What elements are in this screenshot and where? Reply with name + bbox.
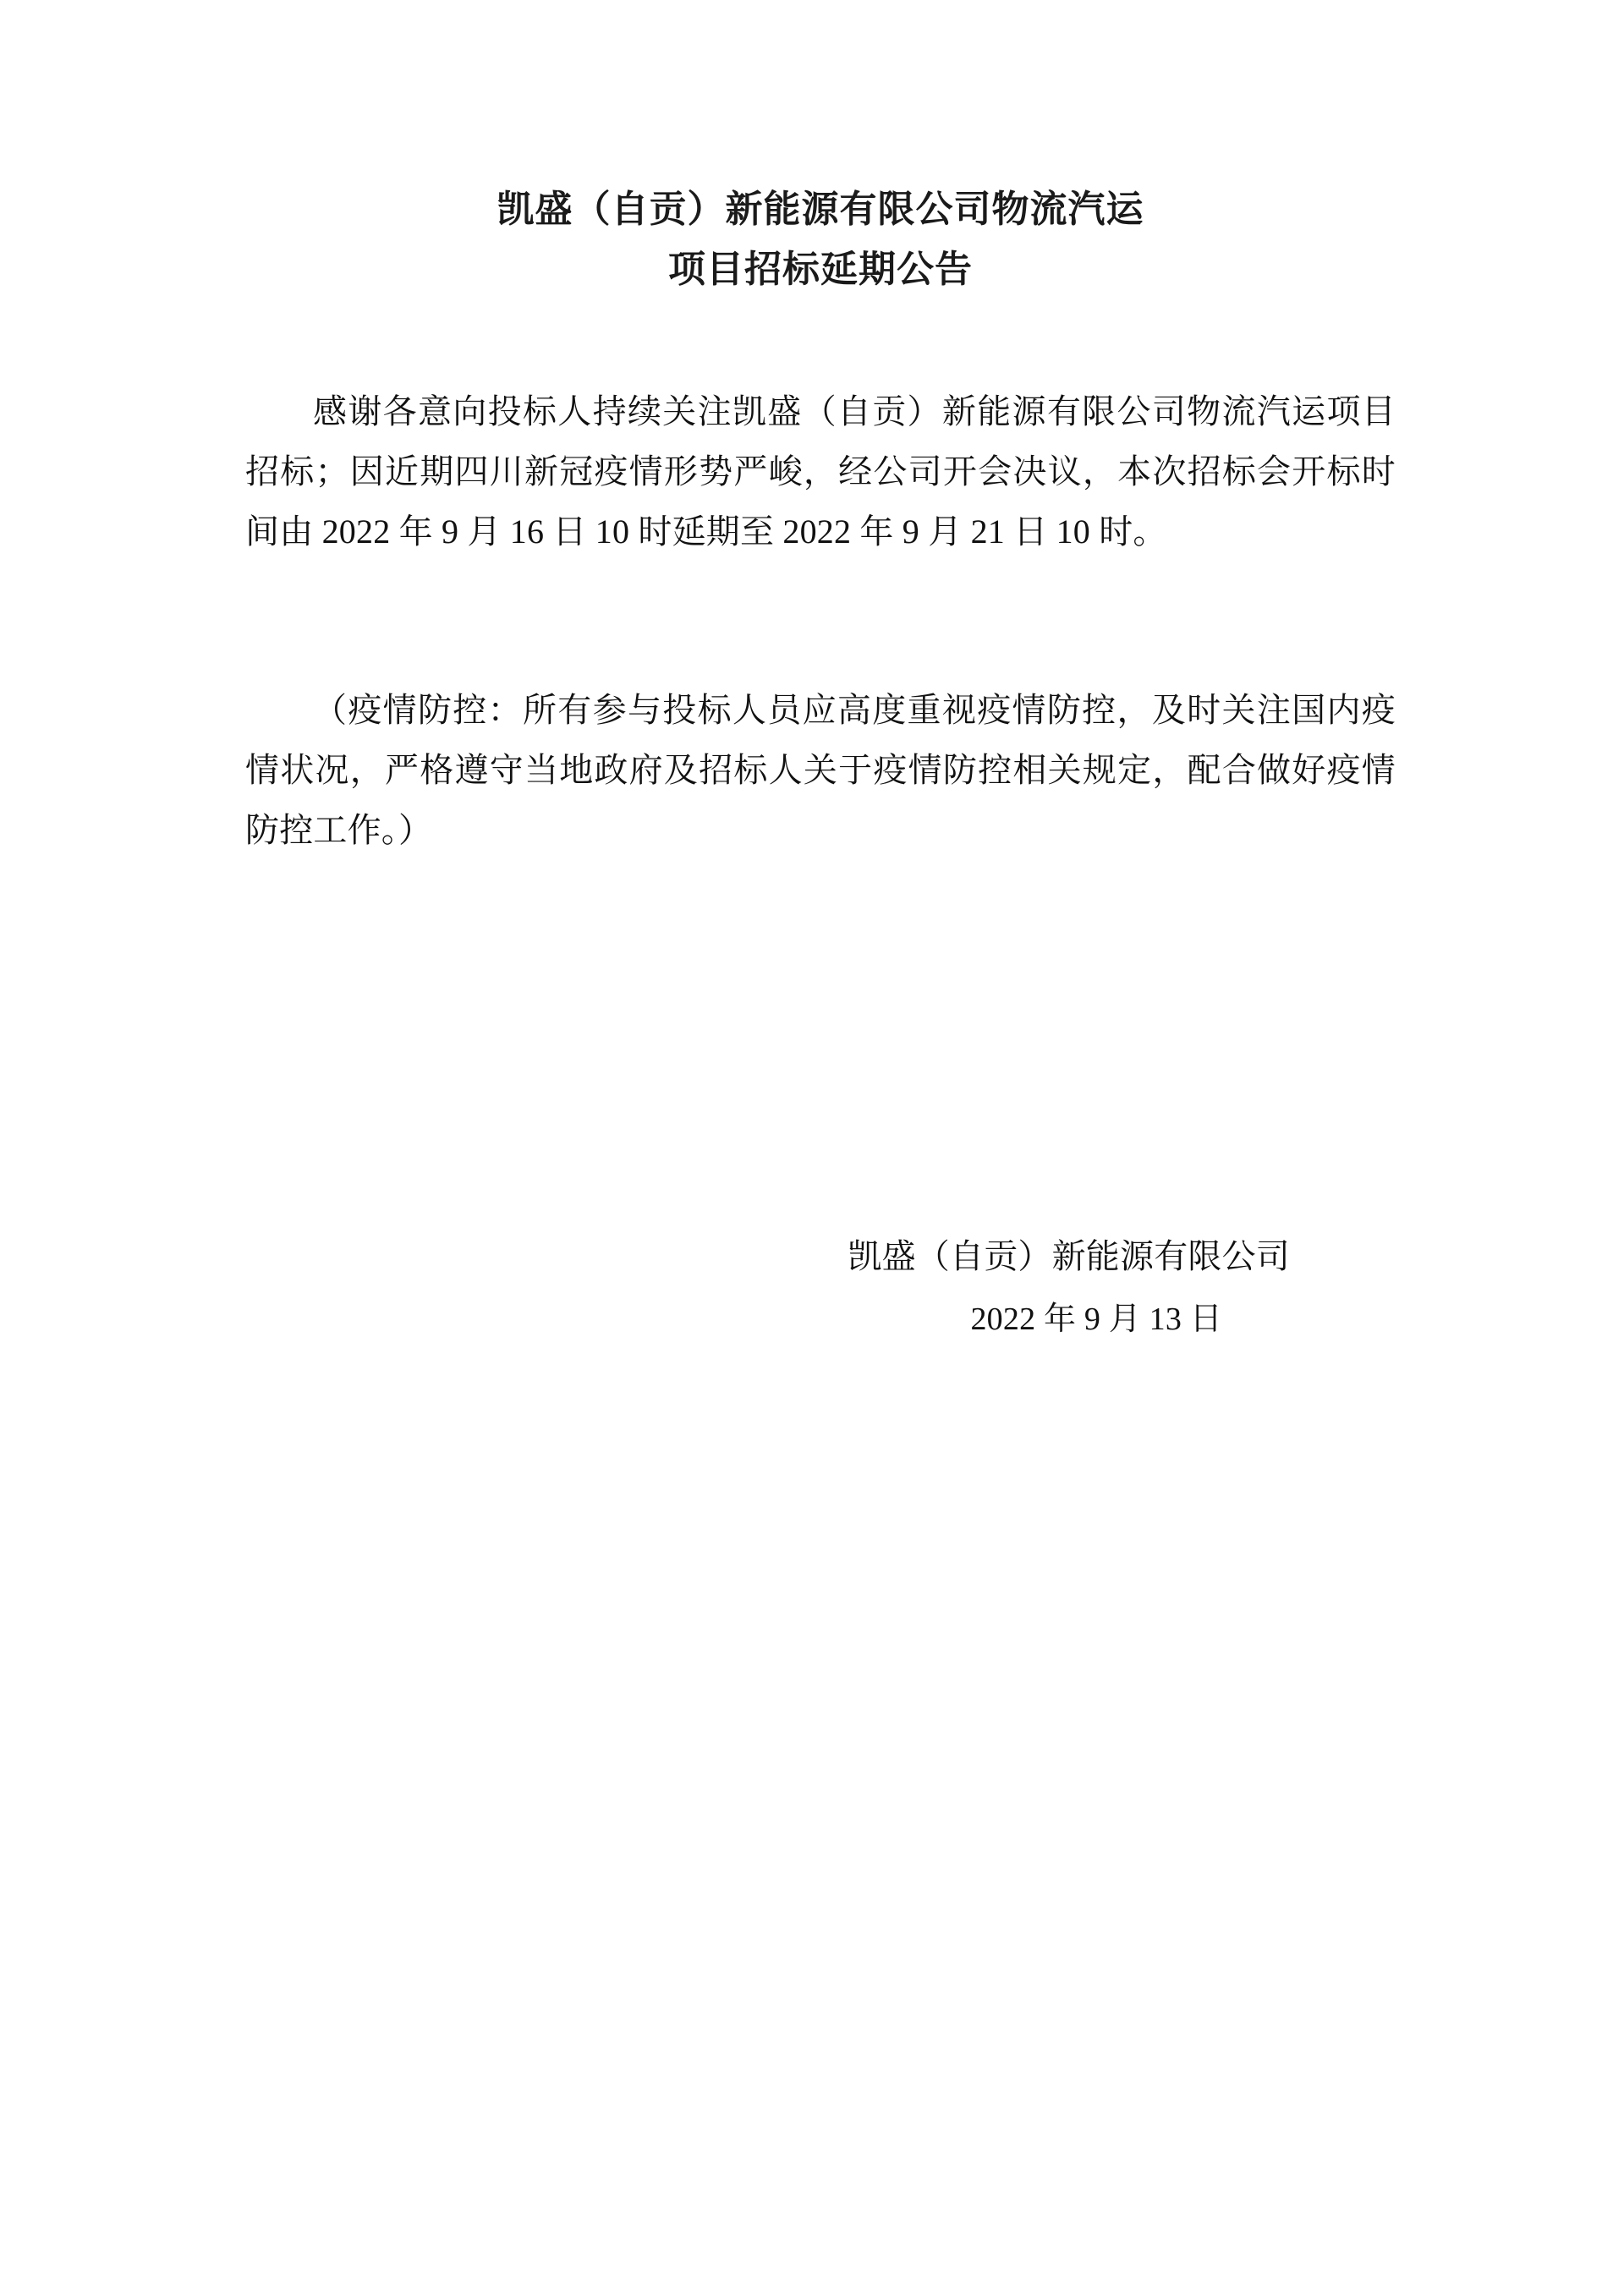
- signature-block: [245, 1225, 1396, 1350]
- signature-company: 凯盛（自贡）新能源有限公司: [848, 1236, 1290, 1275]
- signature-date: 2022 年 9 月 13 日: [970, 1301, 1222, 1337]
- document-body: [245, 381, 1396, 861]
- document-title-line-2: 项目招标延期公告: [668, 248, 973, 292]
- paragraph-notice-body: 感谢各意向投标人持续关注凯盛（自贡）新能源有限公司物流汽运项目招标；因近期四川新冠疫情形势严峻，经公司开会决议，本次招标会开标时间由 2022 年 9 月 16 日 10 时延期至 2022 年 9 月 21 日 10 时。: [245, 392, 1396, 551]
- document-title: [245, 179, 1396, 300]
- document-content: [245, 0, 1396, 1350]
- document-title-line-1: 凯盛（自贡）新能源有限公司物流汽运: [497, 188, 1144, 231]
- paragraph-epidemic-notice: （疫情防控：所有参与投标人员应高度重视疫情防控，及时关注国内疫情状况，严格遵守当地政府及招标人关于疫情防控相关规定，配合做好疫情防控工作。）: [245, 691, 1396, 850]
